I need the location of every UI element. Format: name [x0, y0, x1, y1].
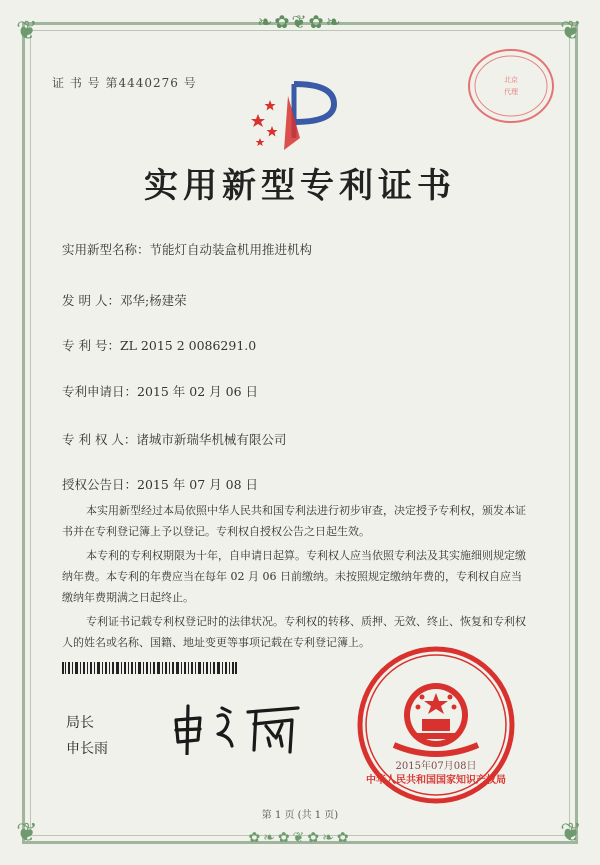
field-value: 2015 年 02 月 06 日 [137, 384, 259, 399]
svg-text:代理: 代理 [504, 88, 518, 96]
patent-office-logo-icon [244, 76, 349, 151]
field-application-date [62, 382, 258, 400]
corner-ornament-icon: ❦ [560, 818, 582, 848]
page-number: 第 1 页 (共 1 页) [261, 810, 339, 821]
seal-date: 2015年07月08日 [395, 761, 477, 772]
corner-ornament-icon: ❦ [16, 16, 38, 46]
director-title: 局长 [66, 715, 94, 731]
body-paragraph: 专利证书记载专利权登记时的法律状况。专利权的转移、质押、无效、终止、恢复和专利权人的姓名或名称、国籍、地址变更等事项记载在专利登记簿上。 [62, 615, 526, 649]
bottom-vine-ornament-icon: ✿❧✿❦✿❧✿ [248, 830, 352, 846]
field-patent-number [62, 336, 256, 354]
top-vine-ornament-icon: ❧✿❦✿❧ [257, 12, 343, 33]
field-value: 诸城市新瑞华机械有限公司 [136, 432, 287, 447]
signature-icon [170, 700, 305, 755]
certificate-body [62, 500, 532, 656]
field-patentee [62, 430, 286, 448]
certificate-number: 证 书 号 第4440276 号 [52, 76, 197, 90]
official-seal-icon [356, 645, 516, 805]
field-label: 发 明 人： [62, 293, 120, 308]
field-utility-model-name [62, 240, 312, 258]
field-label: 实用新型名称： [62, 242, 150, 257]
body-paragraph: 本实用新型经过本局依照中华人民共和国专利法进行初步审查，决定授予专利权，颁发本证书并在专利登记簿上予以登记。专利权自授权公告之日起生效。 [62, 504, 526, 538]
director-name: 申长雨 [66, 741, 108, 757]
field-label: 专 利 号： [62, 338, 120, 353]
field-label: 专利申请日： [62, 384, 138, 399]
field-value: 节能灯自动装盒机用推进机构 [149, 242, 313, 257]
svg-text:北京: 北京 [504, 76, 518, 84]
body-paragraph: 本专利的专利权期限为十年，自申请日起算。专利权人应当依照专利法及其实施细则规定缴纳年费。本专利的年费应当在每年 02 月 06 日前缴纳。未按照规定缴纳年费的，专利权自应当缴纳年费期满之日起终止。 [62, 549, 526, 604]
agency-stamp-icon [465, 46, 557, 126]
field-grant-date [62, 475, 258, 493]
corner-ornament-icon: ❦ [560, 16, 582, 46]
field-inventor [62, 291, 187, 309]
certificate-title: 实用新型专利证书 [144, 166, 456, 206]
barcode-icon [62, 662, 237, 674]
field-label: 授权公告日： [62, 477, 138, 492]
field-value: 邓华;杨建荣 [119, 293, 187, 308]
corner-ornament-icon: ❦ [16, 818, 38, 848]
field-label: 专 利 权 人： [62, 432, 137, 447]
field-value: ZL 2015 2 0086291.0 [119, 338, 257, 353]
field-value: 2015 年 07 月 08 日 [137, 477, 259, 492]
svg-text:中华人民共和国国家知识产权局: 中华人民共和国国家知识产权局 [366, 775, 506, 786]
